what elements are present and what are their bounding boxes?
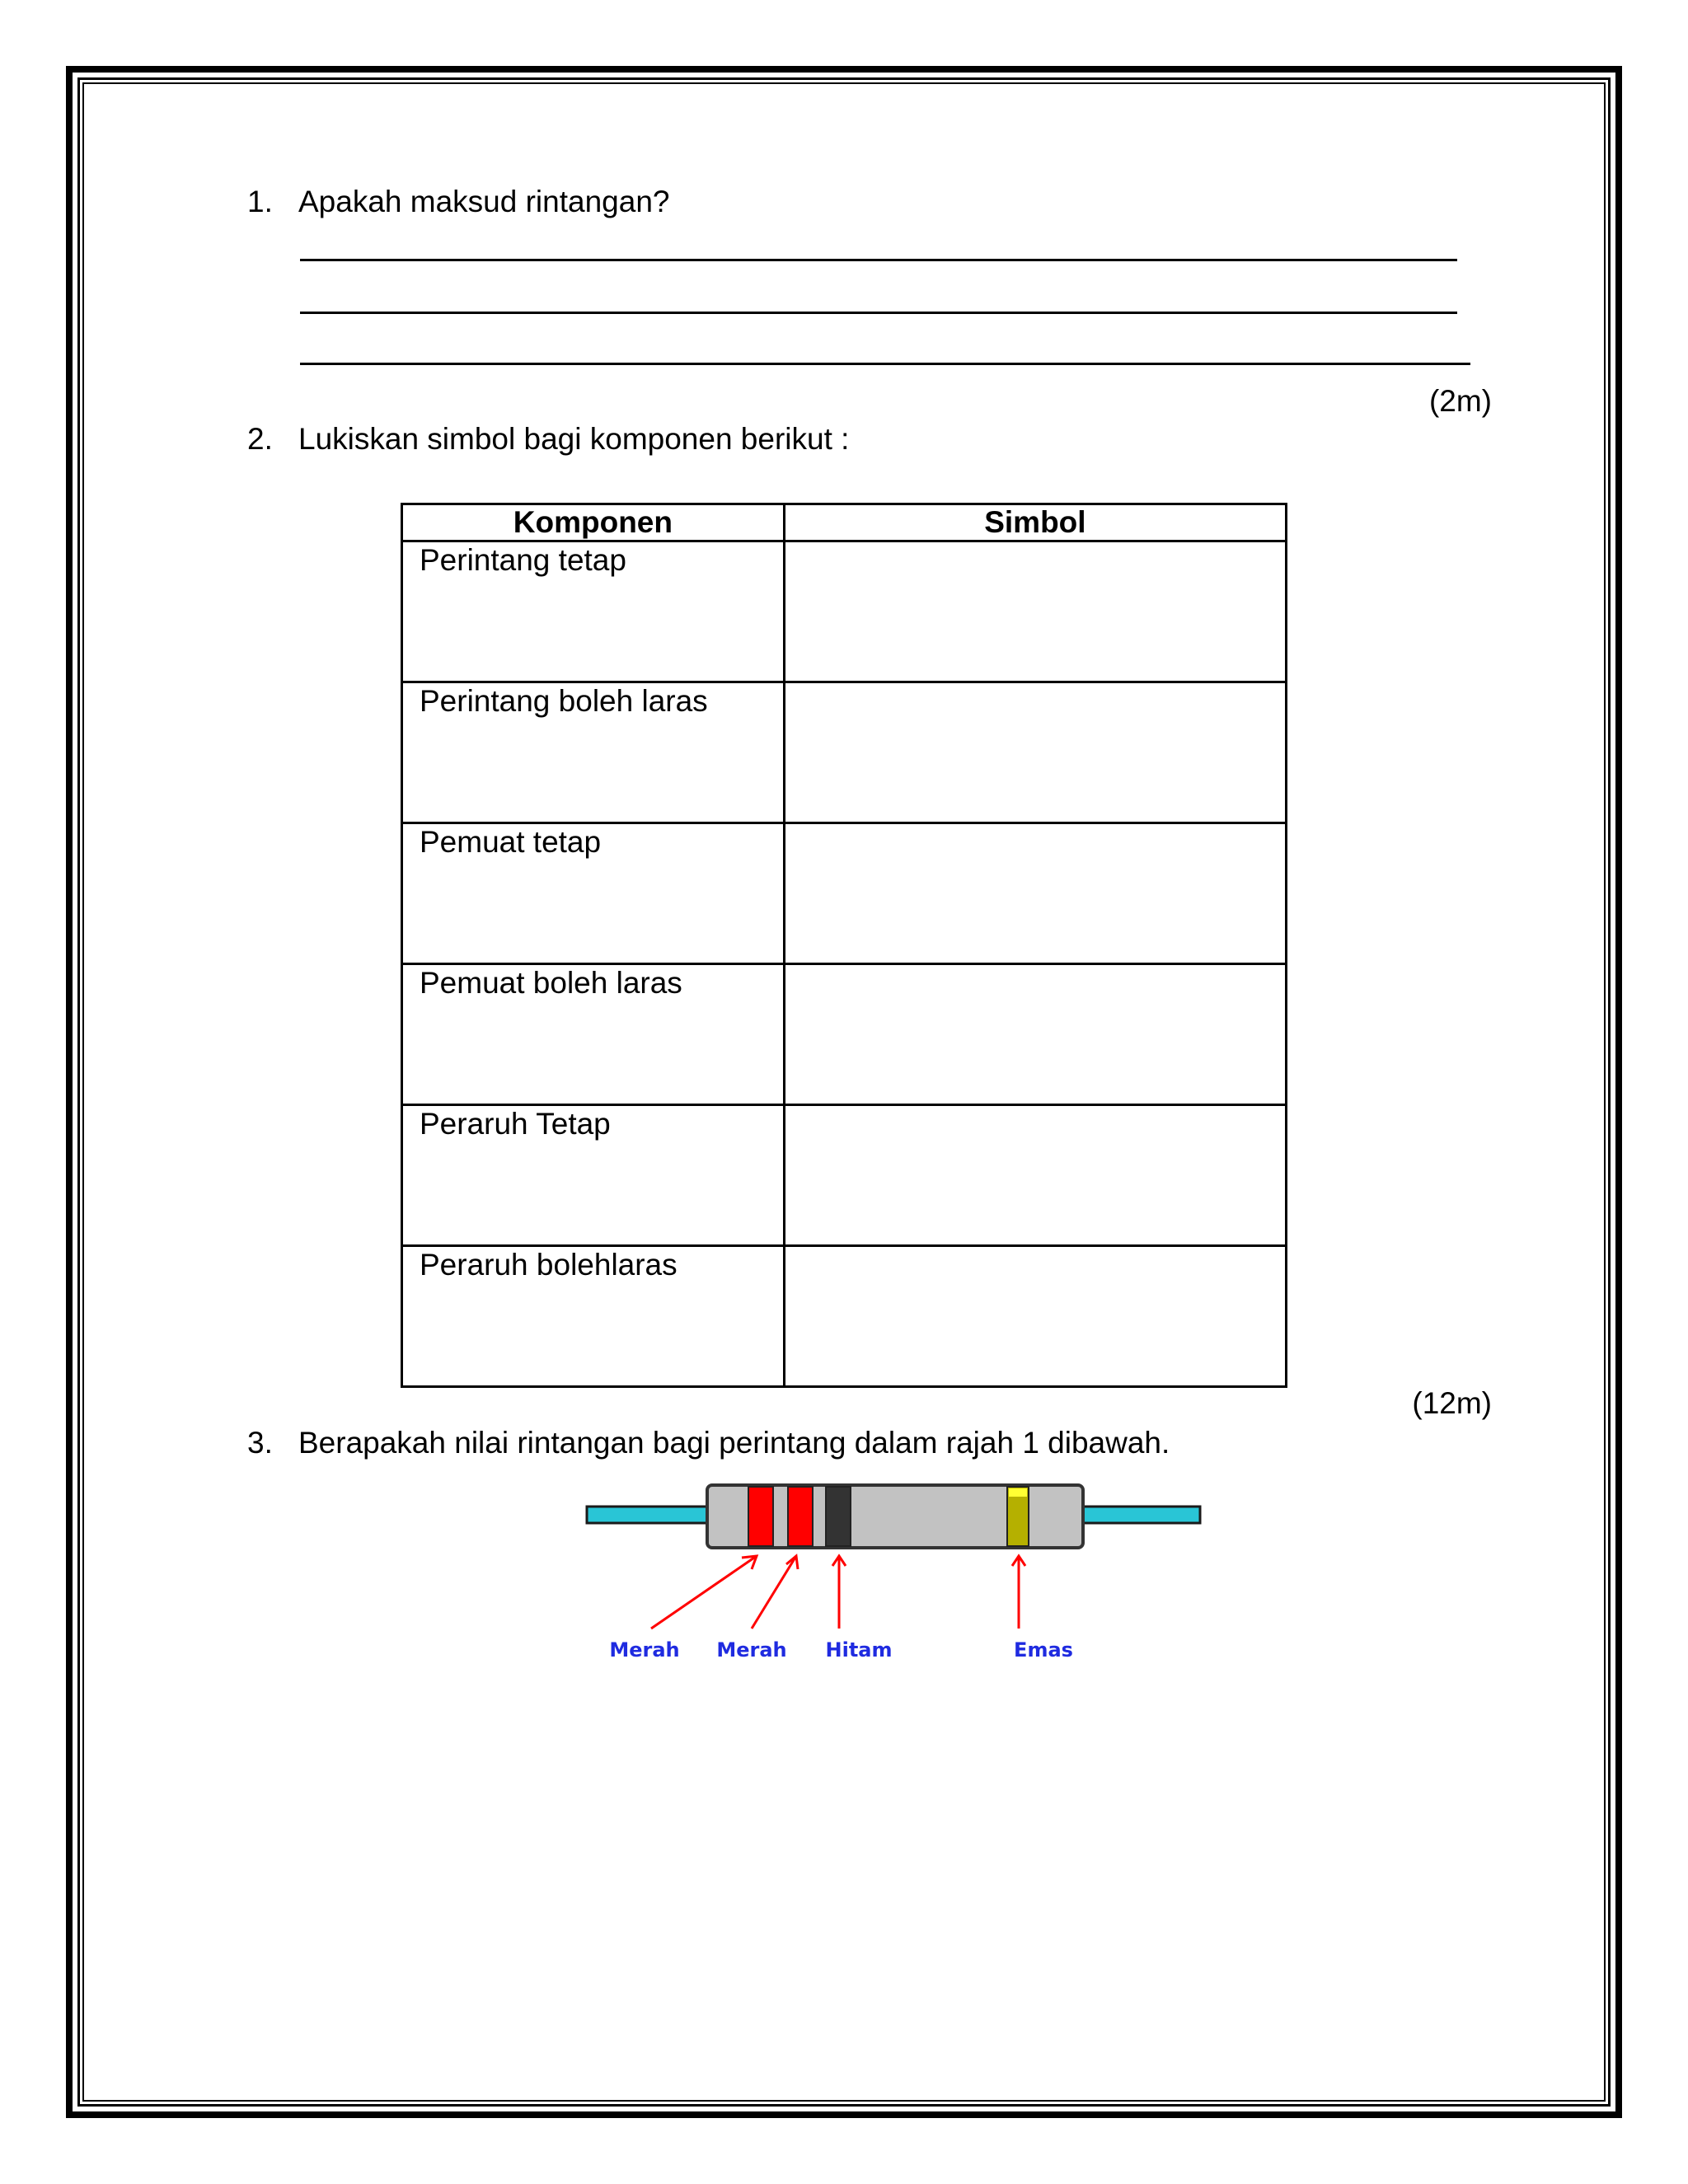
label-emas: Emas [1014,1638,1073,1661]
q3-text: Berapakah nilai rintangan bagi perintang dalam rajah 1 dibawah. [298,1426,1170,1460]
label-merah-1: Merah [609,1638,680,1661]
q2-number: 2. [247,422,273,456]
symbol-answer-cell[interactable] [784,964,1286,1105]
component-symbol-table [401,503,1287,1388]
q1-answer-line-1[interactable] [300,259,1457,261]
q1-answer-line-2[interactable] [300,312,1457,314]
symbol-answer-cell[interactable] [784,823,1286,964]
table-header-row [402,504,1287,541]
arrow-line-2 [752,1556,796,1629]
q2-text: Lukiskan simbol bagi komponen berikut : [298,422,850,456]
symbol-answer-cell[interactable] [784,682,1286,823]
symbol-answer-cell[interactable] [784,1246,1286,1387]
band-4-highlight [1009,1488,1027,1497]
table-row [402,1246,1287,1387]
q3-number: 3. [247,1426,273,1460]
table-row [402,541,1287,682]
label-merah-2: Merah [716,1638,787,1661]
q2-marks: (12m) [1412,1386,1492,1420]
resistor-lead-right [1081,1507,1200,1523]
symbol-answer-cell[interactable] [784,1105,1286,1246]
arrows [651,1556,1025,1629]
symbol-answer-cell[interactable] [784,541,1286,682]
label-hitam: Hitam [825,1638,893,1661]
arrow-line-1 [651,1556,757,1629]
component-name: Peraruh bolehlaras [402,1246,785,1387]
band-1-red [748,1487,773,1546]
header-komponen: Komponen [402,504,785,541]
header-simbol: Simbol [784,504,1286,541]
q1-text: Apakah maksud rintangan? [298,185,670,218]
table-row [402,823,1287,964]
component-name: Pemuat tetap [402,823,785,964]
component-name: Perintang tetap [402,541,785,682]
q1-number: 1. [247,185,273,218]
band-3-black [826,1487,851,1546]
band-2-red [788,1487,813,1546]
table-row [402,1105,1287,1246]
component-name: Perintang boleh laras [402,682,785,823]
component-name: Peraruh Tetap [402,1105,785,1246]
q1-marks: (2m) [1428,384,1492,418]
table-row [402,964,1287,1105]
resistor-lead-left [587,1507,709,1523]
table-row [402,682,1287,823]
component-name: Pemuat boleh laras [402,964,785,1105]
resistor-diagram [577,1475,1203,1673]
q1-answer-line-3[interactable] [300,363,1470,365]
